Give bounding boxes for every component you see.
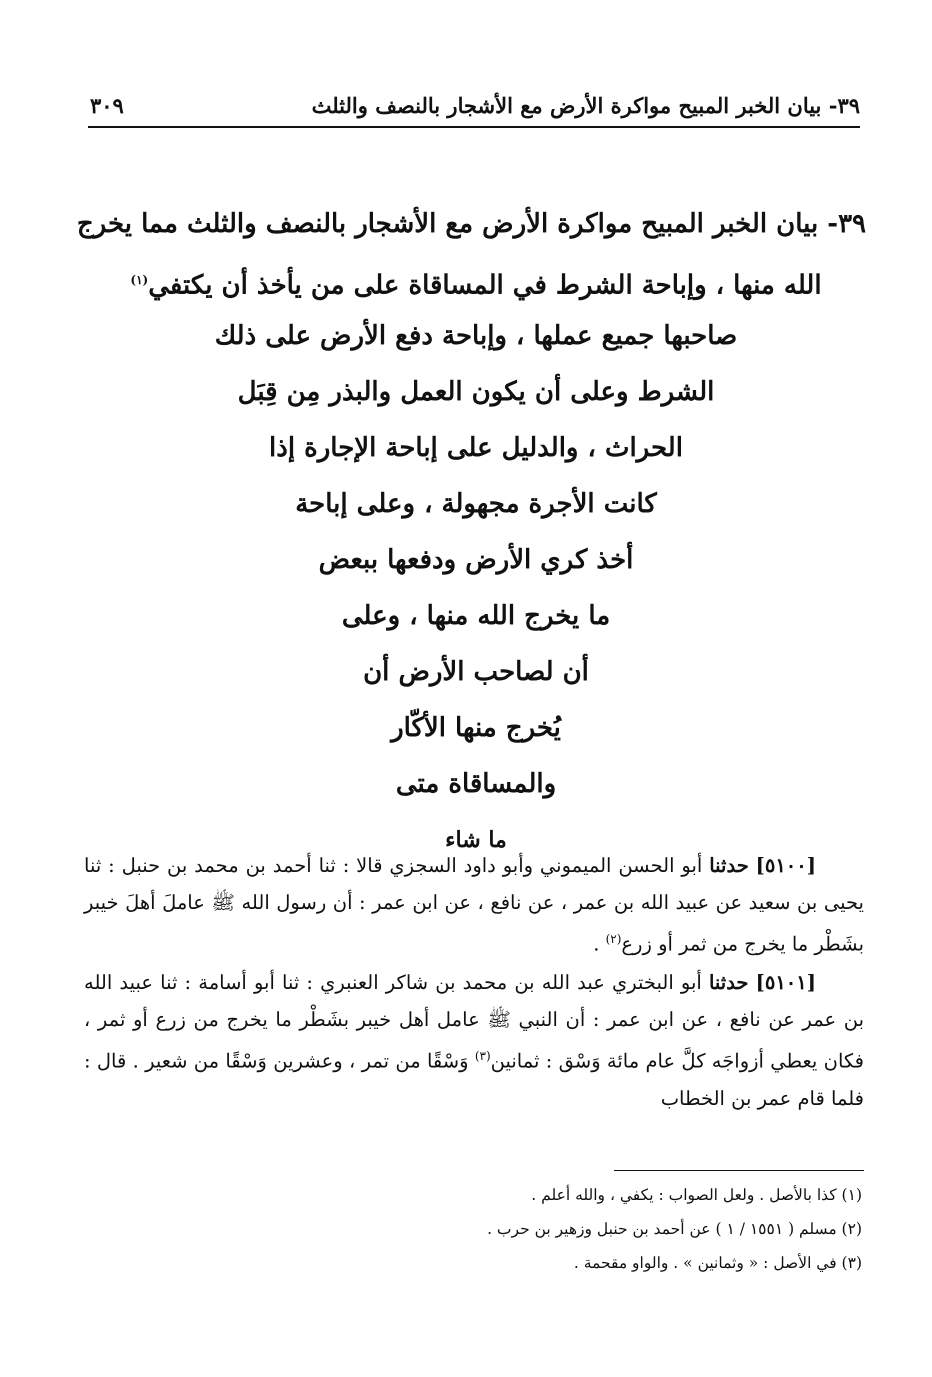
footnotes <box>120 1178 862 1280</box>
heading-line: والمساقاة متى <box>395 769 557 799</box>
footnote-marker: (١) <box>130 273 149 287</box>
hadith-number: [٥١٠٠] <box>755 854 816 877</box>
footnote-divider <box>614 1170 864 1171</box>
hadith-text: أبو البختري عبد الله بن محمد بن شاكر العنبري : ثنا أبو أسامة : ثنا عبيد الله بن عمر عن نافع ، عن ابن عمر : أن النبي ﷺ عامل أهل خيبر بشَطْر ما يخرج من زرع أو ثمر ، فكان يعطي أزواجَه كلَّ عام مائة وَسْق : ثمانين <box>84 971 864 1073</box>
header-divider <box>88 126 860 128</box>
hadith-paragraph: [٥١٠١] حدثنا أبو البختري عبد الله بن محمد بن شاكر العنبري : ثنا أبو أسامة : ثنا عبيد الله بن عمر عن نافع ، عن ابن عمر : أن النبي ﷺ عامل أهل خيبر بشَطْر ما يخرج من زرع أو ثمر ، فكان يعطي أزواجَه كلَّ عام مائة وَسْق : ثمانين$^{(٣)}$ وَسْقًا من تمر ، وعشرين وَسْقًا من شعير . قال : فلما قام عمر بن الخطاب <box>84 971 864 1110</box>
heading-line: كانت الأجرة مجهولة ، وعلى إباحة <box>295 489 657 519</box>
footnote-marker: (٢) <box>605 932 622 947</box>
heading-line: صاحبها جميع عملها ، وإباحة دفع الأرض على ذلك <box>214 321 738 351</box>
page-number: ٣٠٩ <box>90 93 124 118</box>
heading-line: يُخرج منها الأكّار <box>391 713 561 743</box>
heading-line: ما شاء <box>445 827 507 853</box>
heading-line: الشرط وعلى أن يكون العمل والبذر مِن قِبَل <box>237 377 715 407</box>
heading-line: أن لصاحب الأرض أن <box>363 657 589 687</box>
footnote: (٣) في الأصل : « وثمانين » . والواو مقحمة . <box>573 1254 862 1272</box>
footnote: (٢) مسلم ( ١٥٥١ / ١ ) عن أحمد بن حنبل وزهير بن حرب . <box>487 1220 862 1238</box>
running-head <box>90 72 860 124</box>
body-text <box>84 848 864 1117</box>
footnote-marker: (٣) <box>474 1049 491 1064</box>
heading-line: الله منها ، وإباحة الشرط في المساقاة على من يأخذ أن يكتفي$^{(١)}$ <box>130 270 822 301</box>
hadith-lead: حدثنا <box>708 971 749 995</box>
running-head-title: ٣٩- بيان الخبر المبيح مواكرة الأرض مع الأشجار بالنصف والثلث <box>311 93 860 118</box>
heading-line: أخذ كري الأرض ودفعها ببعض <box>318 545 634 575</box>
heading-line: الحراث ، والدليل على إباحة الإجارة إذا <box>269 433 683 463</box>
footnote: (١) كذا بالأصل . ولعل الصواب : يكفي ، والله أعلم . <box>531 1186 862 1204</box>
hadith-lead: حدثنا <box>709 854 749 877</box>
hadith-paragraph: [٥١٠٠] حدثنا أبو الحسن الميموني وأبو داود السجزي قالا : ثنا أحمد بن محمد بن حنبل : ثنا يحيى بن سعيد عن عبيد الله بن عمر ، عن نافع ، عن ابن عمر : أن رسول الله ﷺ عاملَ أهلَ خيبر بشَطْر ما يخرج من ثمر أو زرع$^{(٢)}$ . <box>84 854 864 956</box>
heading-line: ٣٩- بيان الخبر المبيح مواكرة الأرض مع الأشجار بالنصف والثلث مما يخرج <box>76 209 866 239</box>
hadith-number: [٥١٠١] <box>755 971 816 995</box>
heading-line: ما يخرج الله منها ، وعلى <box>341 601 611 631</box>
hadith-text: أبو الحسن الميموني وأبو داود السجزي قالا : ثنا أحمد بن محمد بن حنبل : ثنا يحيى بن سعيد عن عبيد الله بن عمر ، عن نافع ، عن ابن عمر : أن رسول الله ﷺ عاملَ أهلَ خيبر بشَطْر ما يخرج من ثمر أو زرع <box>84 854 864 956</box>
chapter-heading <box>76 196 866 868</box>
